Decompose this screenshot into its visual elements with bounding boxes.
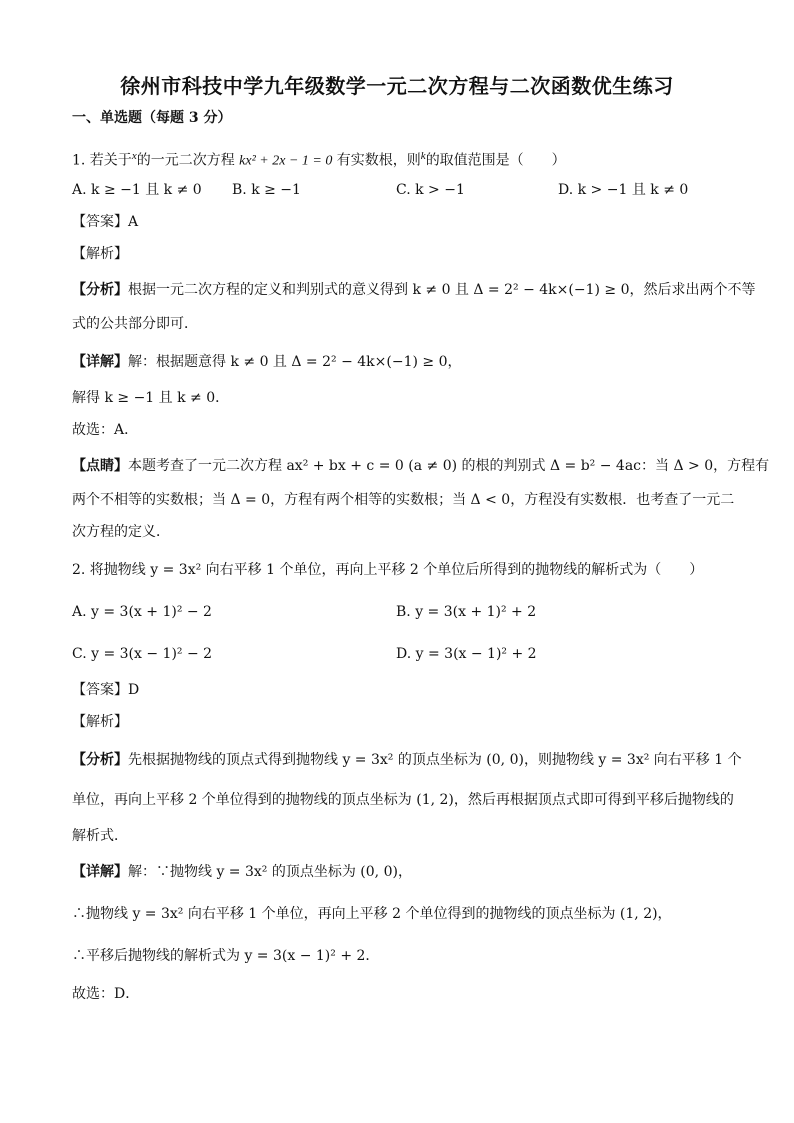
q1-stem-part-2: 的一元二次方程 xyxy=(136,152,235,169)
q2-fenxi-text-1: 先根据抛物线的顶点式得到抛物线 y = 3x² 的顶点坐标为 (0, 0)，则抛物线 y = 3x² 向右平移 1 个 xyxy=(128,752,742,768)
section-heading: 一、单选题（每题 3 分） xyxy=(72,110,232,126)
q2-option-b: B. y = 3(x + 1)² + 2 xyxy=(396,604,537,620)
q2-option-c: C. y = 3(x − 1)² − 2 xyxy=(72,646,213,662)
q1-fenxi-text-1: 根据一元二次方程的定义和判别式的意义得到 k ≠ 0 且 Δ = 2² − 4k×(−1) ≥ 0，然后求出两个不等 xyxy=(128,282,756,298)
q2-fenxi-label: 【分析】 xyxy=(72,752,128,768)
q1-fenxi-line-2: 式的公共部分即可． xyxy=(72,316,198,332)
q1-option-b: B. k ≥ −1 xyxy=(232,182,301,198)
question-1-stem xyxy=(72,146,566,172)
q1-xiangjie-line-3: 故选：A． xyxy=(72,422,139,438)
q1-xiangjie-label: 【详解】 xyxy=(72,354,128,370)
q2-analysis-label: 【解析】 xyxy=(72,714,128,730)
q2-option-a: A. y = 3(x + 1)² − 2 xyxy=(72,604,212,620)
q2-xiangjie-line-1 xyxy=(72,862,412,882)
q2-xiangjie-label: 【详解】 xyxy=(72,864,128,880)
q1-equation: kx² + 2x − 1 = 0 xyxy=(239,153,333,169)
q1-stem-part-4: 的取值范围是（ ） xyxy=(425,152,566,169)
q1-dianjing-line-2: 两个不相等的实数根；当 Δ = 0，方程有两个相等的实数根；当 Δ < 0，方程没有实数根．也考查了一元二 xyxy=(72,492,735,508)
question-2-stem: 2. 将抛物线 y = 3x² 向右平移 1 个单位，再向上平移 2 个单位后所得到的抛物线的解析式为（ ） xyxy=(72,562,704,578)
q2-answer: 【答案】D xyxy=(72,682,140,698)
q1-analysis-label: 【解析】 xyxy=(72,246,128,262)
q1-xiangjie-line-1 xyxy=(72,352,461,372)
q2-fenxi-line-2: 单位，再向上平移 2 个单位得到的抛物线的顶点坐标为 (1, 2)，然后再根据顶点式即可得到平移后抛物线的 xyxy=(72,792,734,808)
q1-option-d: D. k > −1 且 k ≠ 0 xyxy=(558,182,689,198)
q2-fenxi-line-1 xyxy=(72,750,742,770)
q1-dianjing-label: 【点睛】 xyxy=(72,458,128,474)
q1-var-k: k xyxy=(420,150,426,162)
q1-dianjing-line-3: 次方程的定义． xyxy=(72,524,170,540)
q2-xiangjie-line-4: 故选：D． xyxy=(72,986,140,1002)
q1-dianjing-line-1 xyxy=(72,456,769,476)
q1-fenxi-label: 【分析】 xyxy=(72,282,128,298)
q1-answer: 【答案】A xyxy=(72,214,139,230)
q2-xiangjie-text-1: 解：∵抛物线 y = 3x² 的顶点坐标为 (0, 0)， xyxy=(128,864,412,880)
q1-dianjing-text-1: 本题考查了一元二次方程 ax² + bx + c = 0 (a ≠ 0) 的根的判别式 Δ = b² − 4ac：当 Δ > 0，方程有 xyxy=(128,458,770,474)
page-title: 徐州市科技中学九年级数学一元二次方程与二次函数优生练习 xyxy=(120,74,674,98)
q1-fenxi-line-1 xyxy=(72,280,755,300)
q2-xiangjie-line-3: ∴平移后抛物线的解析式为 y = 3(x − 1)² + 2． xyxy=(72,948,380,964)
q1-stem-part-1: 1. 若关于 xyxy=(72,152,132,169)
q2-option-d: D. y = 3(x − 1)² + 2 xyxy=(396,646,537,662)
q1-option-a: A. k ≥ −1 且 k ≠ 0 xyxy=(72,182,202,198)
q2-fenxi-line-3: 解析式． xyxy=(72,828,128,844)
q1-option-c: C. k > −1 xyxy=(396,182,465,198)
q1-xiangjie-text-1: 解：根据题意得 k ≠ 0 且 Δ = 2² − 4k×(−1) ≥ 0， xyxy=(128,354,462,370)
q1-stem-part-3: 有实数根，则 xyxy=(336,152,421,169)
q1-var-x: x xyxy=(131,150,137,162)
q1-xiangjie-line-2: 解得 k ≥ −1 且 k ≠ 0． xyxy=(72,390,230,406)
q2-xiangjie-line-2: ∴抛物线 y = 3x² 向右平移 1 个单位，再向上平移 2 个单位得到的抛物线的顶点坐标为 (1, 2)， xyxy=(72,906,672,922)
